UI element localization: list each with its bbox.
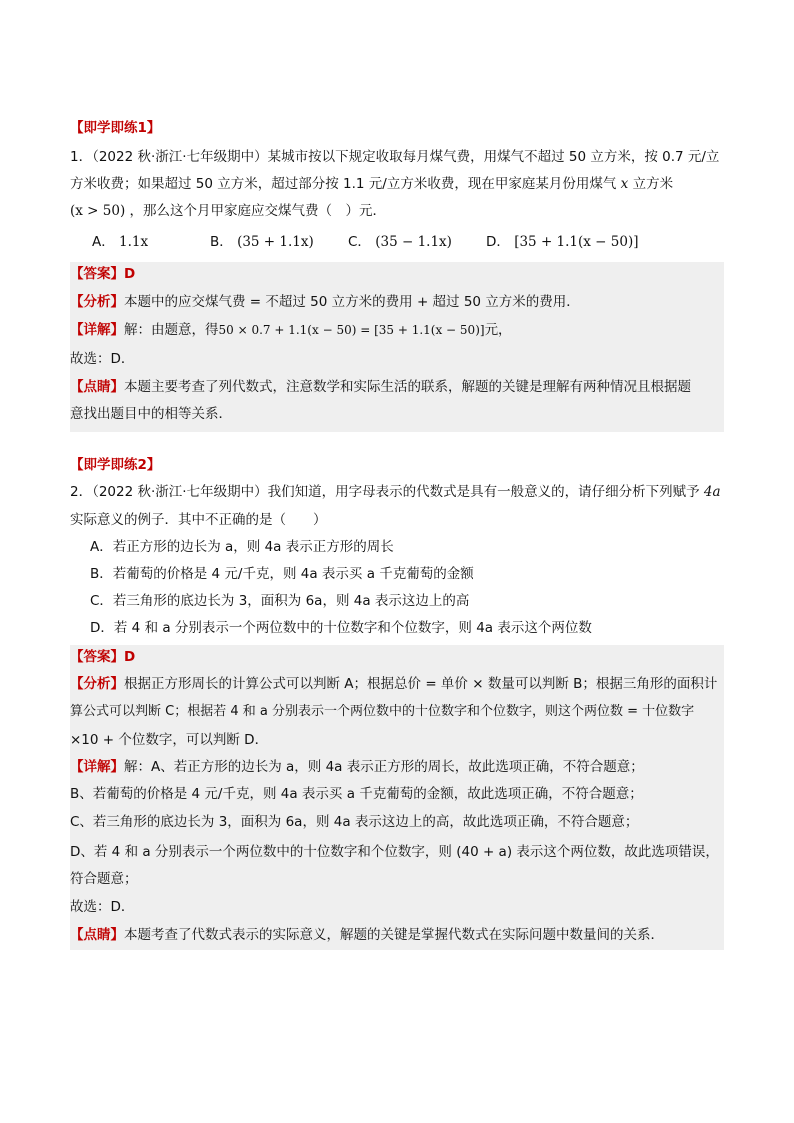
q2-detail-line-4: D、若 4 和 a 分别表示一个两位数中的十位数字和个位数字，则 (40 + a) 表示这个两位数，故此选项错误，: [70, 844, 719, 860]
q1-detail-tag: 【详解】: [70, 322, 124, 338]
q1-header: 【即学即练1】: [70, 120, 161, 136]
q1-detail-prefix: 解：由题意，得: [124, 322, 219, 338]
q1-option-b-expr: (35 + 1.1x): [237, 234, 314, 250]
q2-option-d: D．若 4 和 a 分别表示一个两位数中的十位数字和个位数字，则 4a 表示这个两位数: [90, 620, 592, 636]
q2-analysis-line-3: ×10 + 个位数字，可以判断 D．: [70, 732, 269, 748]
q1-option-d-expr: [35 + 1.1(x − 50)]: [514, 234, 639, 250]
q2-answer: [70, 647, 724, 667]
q1-detail: [70, 320, 724, 340]
q1-option-b: [210, 232, 314, 252]
q2-option-a: A．若正方形的边长为 a，则 4a 表示正方形的周长: [90, 539, 394, 555]
q1-stem-line-2-text: 方米收费；如果超过 50 立方米，超过部分按 1.1 元/立方米收费，现在甲家庭某月份用煤气: [70, 176, 617, 192]
q2-comment-tag: 【点睛】: [70, 927, 124, 943]
q1-analysis: [70, 292, 724, 312]
q1-stem-line-1: 1．（2022 秋·浙江·七年级期中）某城市按以下规定收取每月煤气费，用煤气不超过 50 立方米，按 0.7 元/立: [70, 149, 720, 165]
q1-option-a-expr: 1.1x: [119, 234, 149, 250]
q2-analysis-tag: 【分析】: [70, 676, 124, 692]
q1-comment-line-1: [70, 377, 724, 397]
q2-detail-text-1: 解：A、若正方形的边长为 a，则 4a 表示正方形的周长，故此选项正确，不符合题意；: [124, 759, 644, 775]
q2-detail-line-2: B、若葡萄的价格是 4 元/千克，则 4a 表示买 a 千克葡萄的金额，故此选项正确，不符合题意；: [70, 786, 643, 802]
q1-analysis-tag: 【分析】: [70, 294, 124, 310]
q1-stem-line-3-text: ，那么这个月甲家庭应交煤气费（ ）元．: [129, 203, 387, 219]
q1-option-a: [92, 232, 148, 252]
q2-analysis-line-2: 算公式可以判断 C；根据若 4 和 a 分别表示一个两位数中的十位数字和个位数字，则这个两位数 = 十位数字: [70, 704, 695, 719]
q2-detail-line-3: C、若三角形的底边长为 3，面积为 6a，则 4a 表示这边上的高，故此选项正确，不符合题意；: [70, 814, 639, 830]
q2-detail-tag: 【详解】: [70, 759, 124, 775]
q1-var-x: x: [620, 176, 629, 192]
q2-analysis-text-1: 根据正方形周长的计算公式可以判断 A；根据总价 = 单价 × 数量可以判断 B；根据三角形的面积计: [124, 676, 718, 692]
q1-stem-line-2-tail: 立方米: [632, 176, 674, 192]
q1-answer-tag: 【答案】: [70, 266, 124, 282]
q1-stem-line-3: [70, 201, 724, 221]
q1-stem-line-2: [70, 174, 724, 194]
q1-option-b-label: B．: [210, 234, 233, 250]
q1-comment-tag: 【点睛】: [70, 379, 124, 395]
q2-stem-line-1-text: 2．（2022 秋·浙江·七年级期中）我们知道，用字母表示的代数式是具有一般意义的，请仔细分析下列赋予: [70, 484, 700, 500]
q2-choose: 故选：D．: [70, 899, 135, 915]
q2-header: 【即学即练2】: [70, 457, 161, 473]
q1-choose: 故选：D．: [70, 351, 135, 367]
q1-option-a-label: A．: [92, 234, 115, 250]
q2-comment: [70, 925, 724, 945]
q2-stem-line-1: [70, 482, 724, 502]
q2-stem-4a: 4a: [703, 484, 721, 500]
q2-analysis-line-1: [70, 674, 724, 694]
q1-option-d-label: D．: [486, 234, 510, 250]
q1-answer: [70, 264, 724, 284]
q1-condition: (x > 50): [70, 203, 126, 219]
q1-comment-line-2: 意找出题目中的相等关系．: [70, 406, 232, 422]
q1-option-c-expr: (35 − 1.1x): [375, 234, 452, 250]
q2-comment-text: 本题考查了代数式表示的实际意义，解题的关键是掌握代数式在实际问题中数量间的关系．: [124, 927, 664, 943]
q1-detail-expr: 50 × 0.7 + 1.1(x − 50) = [35 + 1.1(x − 50)]: [218, 323, 485, 337]
q2-detail-line-1: [70, 757, 724, 777]
q2-option-c: C．若三角形的底边长为 3，面积为 6a，则 4a 表示这边上的高: [90, 593, 470, 609]
q2-answer-value: D: [124, 649, 136, 665]
q1-detail-suffix: 元，: [484, 322, 512, 338]
q1-comment-text-1: 本题主要考查了列代数式，注意数学和实际生活的联系，解题的关键是理解有两种情况且根据题: [124, 379, 691, 395]
q1-analysis-text: 本题中的应交煤气费 = 不超过 50 立方米的费用 + 超过 50 立方米的费用．: [124, 294, 580, 310]
q1-option-c: [348, 232, 452, 252]
q2-stem-line-2: 实际意义的例子．其中不正确的是（ ）: [70, 512, 327, 528]
q2-option-b: B．若葡萄的价格是 4 元/千克，则 4a 表示买 a 千克葡萄的金额: [90, 566, 474, 582]
q2-answer-tag: 【答案】: [70, 649, 124, 665]
q2-detail-line-5: 符合题意；: [70, 871, 138, 887]
q1-option-d: [486, 232, 639, 252]
q1-option-c-label: C．: [348, 234, 371, 250]
q1-answer-value: D: [124, 266, 136, 282]
